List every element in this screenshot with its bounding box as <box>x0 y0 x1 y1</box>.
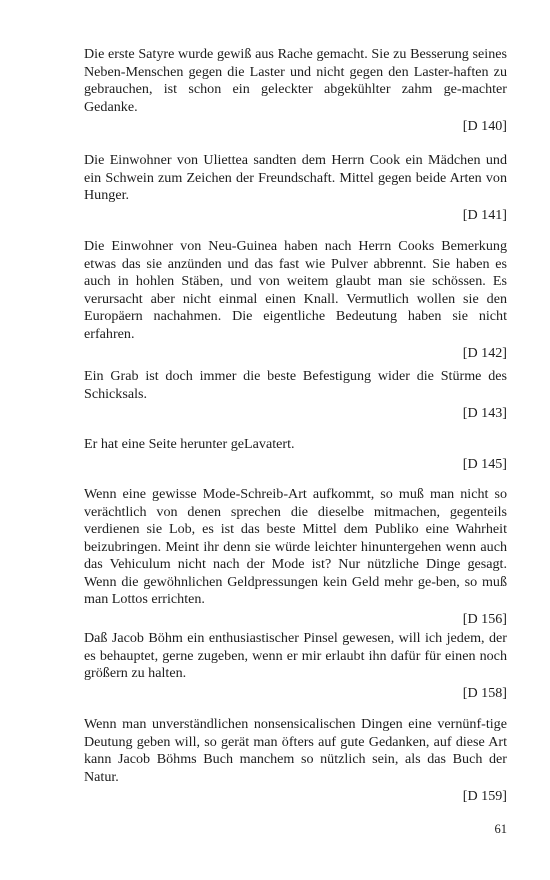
aphorism-reference: [D 140] <box>462 118 507 134</box>
aphorism-d156 <box>84 486 507 630</box>
aphorism-text: Er hat eine Seite herunter geLavatert. <box>84 436 295 452</box>
aphorism-text: Die erste Satyre wurde gewiß aus Rache gemacht. Sie zu Besserung seines Neben-Menschen gegen die Laster und nicht gegen den Laster-haften zu gebrauchen, ist schon ein geleckter abgekühlter zahm ge-machter Gedanke. <box>84 46 507 115</box>
aphorism-reference: [D 156] <box>462 610 507 627</box>
aphorism-d159 <box>84 716 507 820</box>
aphorism-text: Ein Grab ist doch immer die beste Befestigung wider die Stürme des Schicksals. <box>84 368 507 402</box>
page-body <box>84 46 507 820</box>
aphorism-text: Daß Jacob Böhm ein enthusiastischer Pinsel gewesen, will ich jedem, der es behauptet, gerne zugeben, wenn er mir erlaubt ihn dafür für einen noch größern zu halten. <box>84 630 507 681</box>
aphorism-text: Wenn eine gewisse Mode-Schreib-Art aufkommt, so muß man nicht so verächtlich von denen sprechen die dieselbe mitmachen, gegenteils verdienen sie Lob, es ist das beste Mittel dem Publiko eine Wahrheit beizubringen. Meint ihr denn sie würde leichter hinuntergehen wenn auch das Vehiculum nicht nach der Mode ist? Nur nützliche Dinge gesagt. Wenn die gewöhnlichen Geldpressungen kein Geld mehr ge-ben, so muß man Lottos errichten. <box>84 486 507 607</box>
page-number: 61 <box>494 822 507 836</box>
aphorism-d143 <box>84 368 507 436</box>
aphorism-d145 <box>84 436 507 486</box>
aphorism-reference: [D 145] <box>462 455 507 472</box>
aphorism-d158 <box>84 630 507 716</box>
aphorism-d141 <box>84 152 507 238</box>
aphorism-reference: [D 141] <box>462 206 507 223</box>
aphorism-text: Wenn man unverständlichen nonsensicalischen Dingen eine vernünf-tige Deutung geben will, so gerät man öfters auf gute Gedanken, auf diese Art kann Jacob Böhms Buch manchem so nützlich sein, als das Buch der Natur. <box>84 716 507 785</box>
aphorism-text: Die Einwohner von Uliettea sandten dem Herrn Cook ein Mädchen und ein Schwein zum Zeichen der Freundschaft. Mittel gegen beide Arten von Hunger. <box>84 152 507 203</box>
aphorism-reference: [D 158] <box>462 684 507 701</box>
aphorism-reference: [D 143] <box>462 405 507 421</box>
aphorism-reference: [D 159] <box>462 788 507 804</box>
aphorism-d140 <box>84 46 507 152</box>
aphorism-reference: [D 142] <box>462 345 507 361</box>
aphorism-d142 <box>84 238 507 368</box>
aphorism-text: Die Einwohner von Neu-Guinea haben nach Herrn Cooks Bemerkung etwas das sie anzünden und das fast wie Pulver abbrennt. Sie haben es auch in hohlen Stäben, und von weitem glaubt man sie schössen. Es verursacht aber nicht einmal einen Knall. Vermutlich wollen sie den Europäern nachahmen. Die eigentliche Bedeutung haben sie nicht erfahren. <box>84 238 507 342</box>
